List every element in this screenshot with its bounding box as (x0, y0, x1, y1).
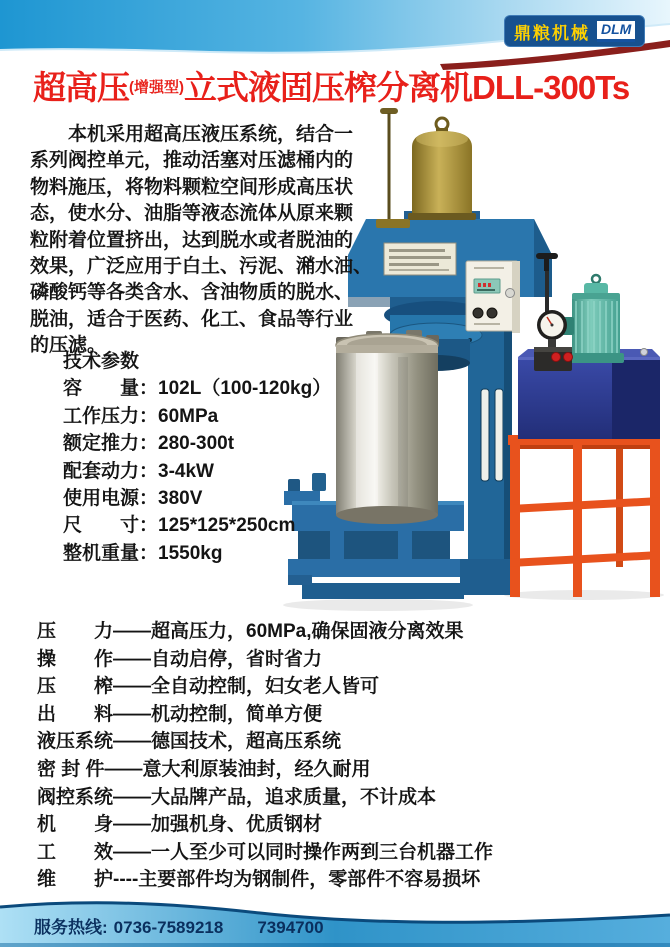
intro-line: 态，使水分、油脂等液态流体从原来颗 (30, 203, 354, 225)
hotline-label: 服务热线: (34, 918, 108, 937)
spec-value: 380V (158, 488, 203, 510)
spec-row (63, 512, 343, 539)
features-list (37, 618, 637, 894)
title-main: 立式液固压榨分离机DLL-300Ts (184, 69, 630, 106)
feature-line: 压 榨——全自动控制，妇女老人皆可 (37, 676, 380, 698)
spec-label: 容 量： (63, 378, 159, 400)
spec-label: 工作压力： (63, 405, 159, 427)
feature-line: 出 料——机动控制，简单方便 (37, 703, 323, 725)
spec-label: 整机重量： (63, 542, 159, 564)
intro-line: 脱油，适合于医药、化工、食品等行业 (30, 308, 354, 330)
nameplate (384, 243, 456, 275)
spec-value: 125*125*250cm (158, 515, 296, 537)
feature-line: 密 封 件——意大利原装油封，经久耐用 (37, 758, 371, 780)
spec-value: 280-300t (158, 433, 235, 455)
intro-line: 磷酸钙等各类含水、含油物质的脱水、 (30, 282, 354, 304)
feature-line: 压 力——超高压力，60MPa,确保固液分离效果 (37, 621, 464, 642)
title-prefix: 超高压 (33, 69, 129, 106)
hotline-phone-1: 0736-7589218 (113, 918, 224, 937)
piston-rod (376, 108, 410, 228)
spec-value: 1550kg (158, 542, 223, 564)
intro-line: 系列阀控单元，推动活塞对压滤桶内的 (30, 150, 354, 172)
specs-section (63, 348, 343, 567)
feature-line: 工 效——一人至少可以同时操作两到三台机器工作 (37, 841, 494, 863)
spec-label: 配套动力： (63, 460, 159, 482)
spec-row (63, 403, 343, 430)
feature-line: 机 身——加强机身、优质钢材 (37, 814, 323, 836)
brand-logo (504, 15, 645, 47)
spec-value: 60MPa (158, 405, 219, 427)
spec-label: 尺 寸： (63, 515, 159, 537)
spec-label: 额定推力： (63, 433, 159, 455)
brand-name: 鼎粮机械 (514, 23, 590, 43)
stand-frame (508, 435, 660, 597)
hydraulic-cylinder (408, 118, 476, 220)
brand-abbr-badge: DLM (597, 21, 635, 42)
feature-line: 液压系统——德国技术，超高压系统 (37, 731, 342, 753)
spec-label: 使用电源： (63, 488, 159, 510)
spec-value: 3-4kW (158, 460, 214, 482)
panel-knob (487, 308, 497, 318)
intro-paragraph (30, 122, 375, 360)
spec-row (63, 458, 343, 485)
spec-row (63, 430, 343, 457)
intro-line: 的压滤。 (30, 335, 107, 357)
spec-row (63, 485, 343, 512)
control-panel (466, 261, 520, 333)
spec-value: 102L（100-120kg） (158, 378, 332, 400)
panel-knob (473, 308, 483, 318)
title-variant: (增强型) (129, 79, 184, 96)
pressure-gauge (537, 310, 567, 340)
feature-line: 维 护----主要部件均为钢制件，零部件不容易损坏 (37, 869, 481, 891)
service-hotline (34, 913, 324, 938)
spec-row (63, 540, 343, 567)
page-title (33, 62, 653, 109)
specs-heading: 技术参数 (63, 351, 140, 372)
intro-line: 物料施压，将物料颗粒空间形成高压状 (30, 176, 354, 198)
intro-line: 效果，广泛应用于白土、污泥、潲水油、 (30, 256, 373, 278)
feature-line: 阀控系统——大品牌产品，追求质量，不计成本 (37, 786, 437, 808)
spec-row (63, 375, 343, 402)
intro-line: 本机采用超高压液压系统，结合一 (30, 124, 354, 145)
panel-button (506, 289, 515, 298)
feature-line: 操 作——自动启停，省时省力 (37, 648, 323, 670)
intro-line: 粒附着位置挤出，达到脱水或者脱油的 (30, 229, 354, 251)
hotline-phone-2: 7394700 (257, 918, 324, 937)
